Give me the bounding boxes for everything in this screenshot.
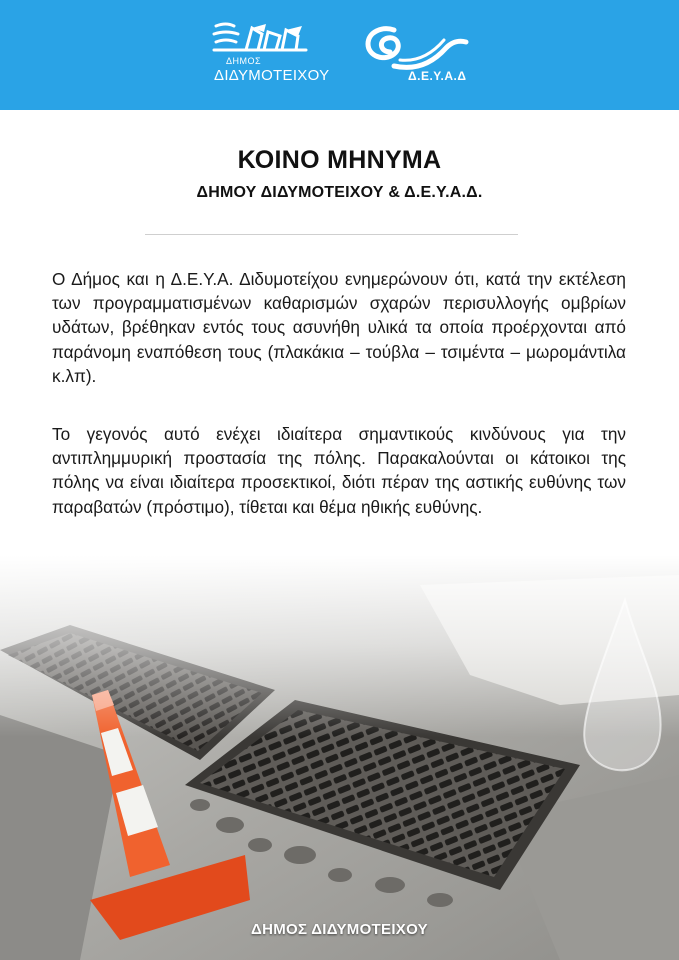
paragraph-2: Το γεγονός αυτό ενέχει ιδιαίτερα σημαντικούς κινδύνους για την αντιπλημμυρική προστασία της πόλης. Παρακαλούνται οι κάτοικοι της πόλης να είναι ιδιαίτερα προσεκτικοί, διότι πέραν της αστικής ευθύνης των παραβατών (πρόστιμο), τίθεται και θέμα ηθικής ευθύνης.: [52, 424, 626, 517]
divider: [145, 234, 518, 235]
dimos-logo: [210, 20, 330, 88]
dimos-logo-name: ΔΙΔΥΜΟΤΕΙΧΟΥ: [214, 67, 330, 84]
deyad-logo: [360, 26, 480, 86]
castle-flag-icon: [212, 20, 312, 56]
deyad-logo-text: Δ.Ε.Υ.Α.Δ: [408, 69, 467, 83]
paragraph-1: Ο Δήμος και η Δ.Ε.Υ.Α. Διδυμοτείχου ενημερώνουν ότι, κατά την εκτέλεση των προγραμματισμένων καθαρισμών σχαρών περισυλλογής ομβρίων υδάτων, βρέθηκαν εντός τους ασυνήθη υλικά τα οποία προέρχονται από παράνομη εναπόθεση τους (πλακάκια – τούβλα – τσιμέντα – μωρομάντιλα κ.λπ).: [52, 269, 626, 386]
header-banner: [0, 0, 679, 110]
notice-subtitle: ΔΗΜΟΥ ΔΙΔΥΜΟΤΕΙΧΟΥ & Δ.Ε.Υ.Α.Δ.: [196, 184, 483, 201]
storm-drain-photo: [0, 555, 679, 960]
footer-label: ΔΗΜΟΣ ΔΙΔΥΜΟΤΕΙΧΟΥ: [251, 921, 428, 938]
dimos-logo-small-text: ΔΗΜΟΣ: [226, 56, 262, 66]
notice-title: ΚΟΙΝΟ ΜΗΝΥΜΑ: [237, 146, 442, 174]
